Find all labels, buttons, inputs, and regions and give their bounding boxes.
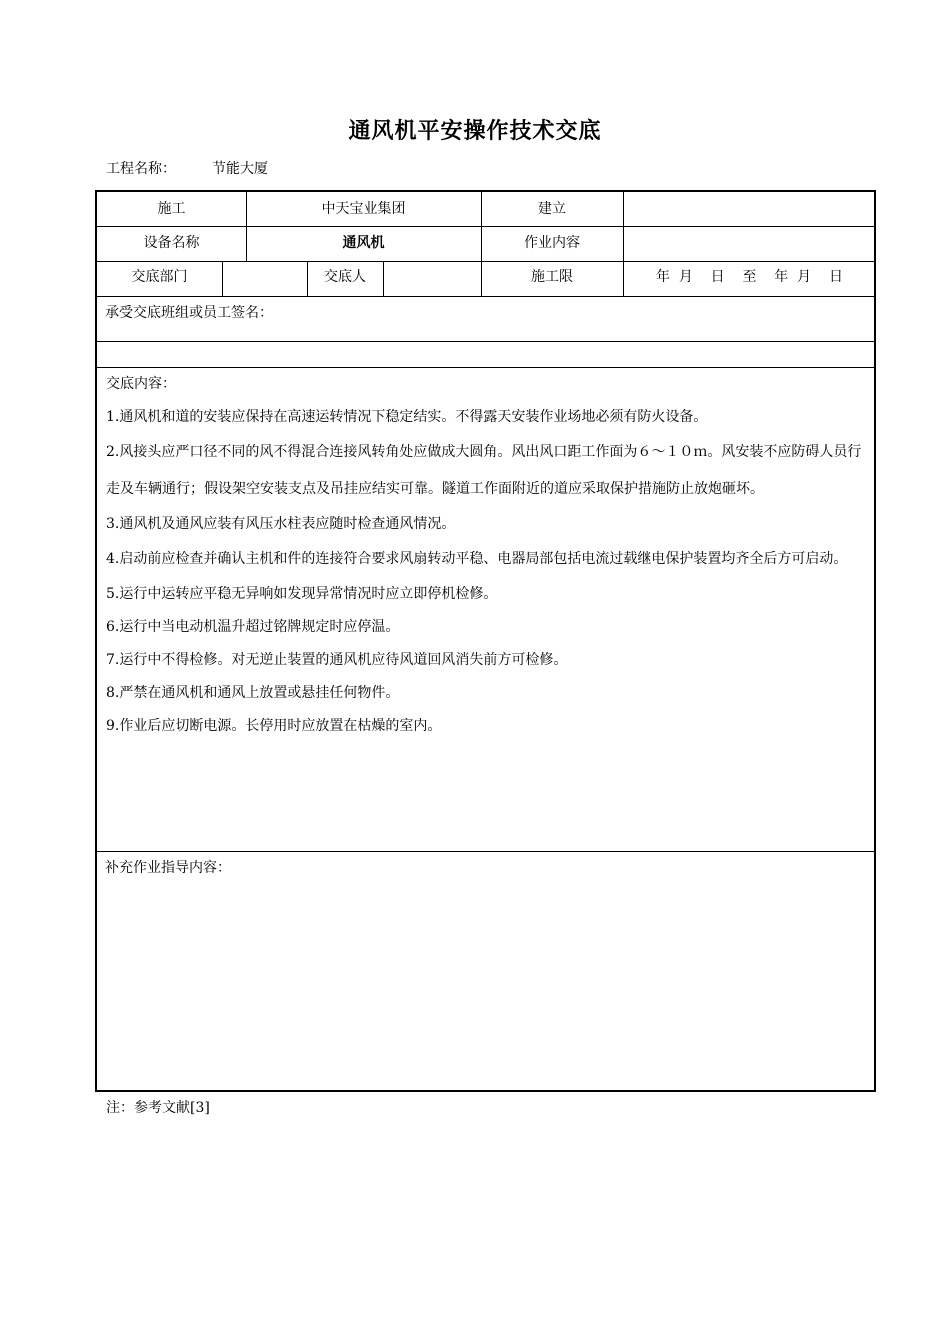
disclosure-dept-value	[222, 261, 307, 295]
content-item: 2.风接头应严口径不同的风不得混合连接风转角处应做成大圆角。风出风口距工作面为６～１０ｍ。风安装不应防碍人员行走及车辆通行；假设架空安装支点及吊挂应结实可靠。隧道工作面附近的道应采取保护措施防止放炮砸坏。	[106, 444, 862, 497]
work-content-label: 作业内容	[524, 235, 580, 251]
content-label: 交底内容：	[106, 376, 176, 392]
build-value	[623, 192, 876, 226]
document-title: 通风机平安操作技术交底	[348, 119, 602, 144]
build-label: 建立	[538, 201, 566, 217]
content-item: 1.通风机和道的安装应保持在高速运转情况下稳定结实。不得露天安装作业场地必须有防火设备。	[106, 409, 708, 425]
project-line	[106, 158, 268, 178]
supplement-label: 补充作业指导内容：	[105, 860, 231, 876]
content-item: 7.运行中不得检修。对无逆止装置的通风机应待风道回风消失前方可检修。	[106, 652, 568, 668]
work-content-value	[623, 226, 876, 260]
content-item: 9.作业后应切断电源。长停用时应放置在枯燥的室内。	[106, 718, 442, 734]
equipment-label: 设备名称	[143, 235, 200, 251]
signature-label: 承受交底班组或员工签名：	[105, 305, 273, 321]
construction-label: 施工	[157, 201, 186, 217]
disclosure-content	[106, 368, 870, 743]
project-label: 工程名称：	[106, 161, 176, 177]
content-item: 5.运行中运转应平稳无异响如发现异常情况时应立即停机检修。	[106, 586, 498, 602]
content-item: 8.严禁在通风机和通风上放置或悬挂任何物件。	[106, 685, 400, 701]
row-divider	[97, 851, 874, 852]
reference-note: 注：参考文献[3]	[106, 1100, 210, 1116]
construction-period-label: 施工限	[531, 269, 573, 285]
row-divider	[97, 296, 874, 297]
project-name: 节能大厦	[212, 161, 268, 177]
content-item: 6.运行中当电动机温升超过铭牌规定时应停温。	[106, 619, 400, 635]
disclosure-person-label: 交底人	[324, 269, 366, 285]
construction-value: 中天宝业集团	[321, 201, 406, 217]
row-divider	[97, 341, 874, 342]
disclosure-dept-label: 交底部门	[131, 269, 188, 285]
disclosure-form	[95, 190, 876, 1092]
content-item: 3.通风机及通风应装有风压水柱表应随时检查通风情况。	[106, 516, 456, 532]
equipment-value: 通风机	[342, 235, 385, 251]
construction-period-value: 年 月 日 至 年 月 日	[655, 269, 843, 285]
disclosure-person-value	[383, 261, 481, 295]
content-item: 4.启动前应检查并确认主机和件的连接符合要求风扇转动平稳、电器局部包括电流过载继电保护装置均齐全后方可启动。	[106, 551, 848, 567]
